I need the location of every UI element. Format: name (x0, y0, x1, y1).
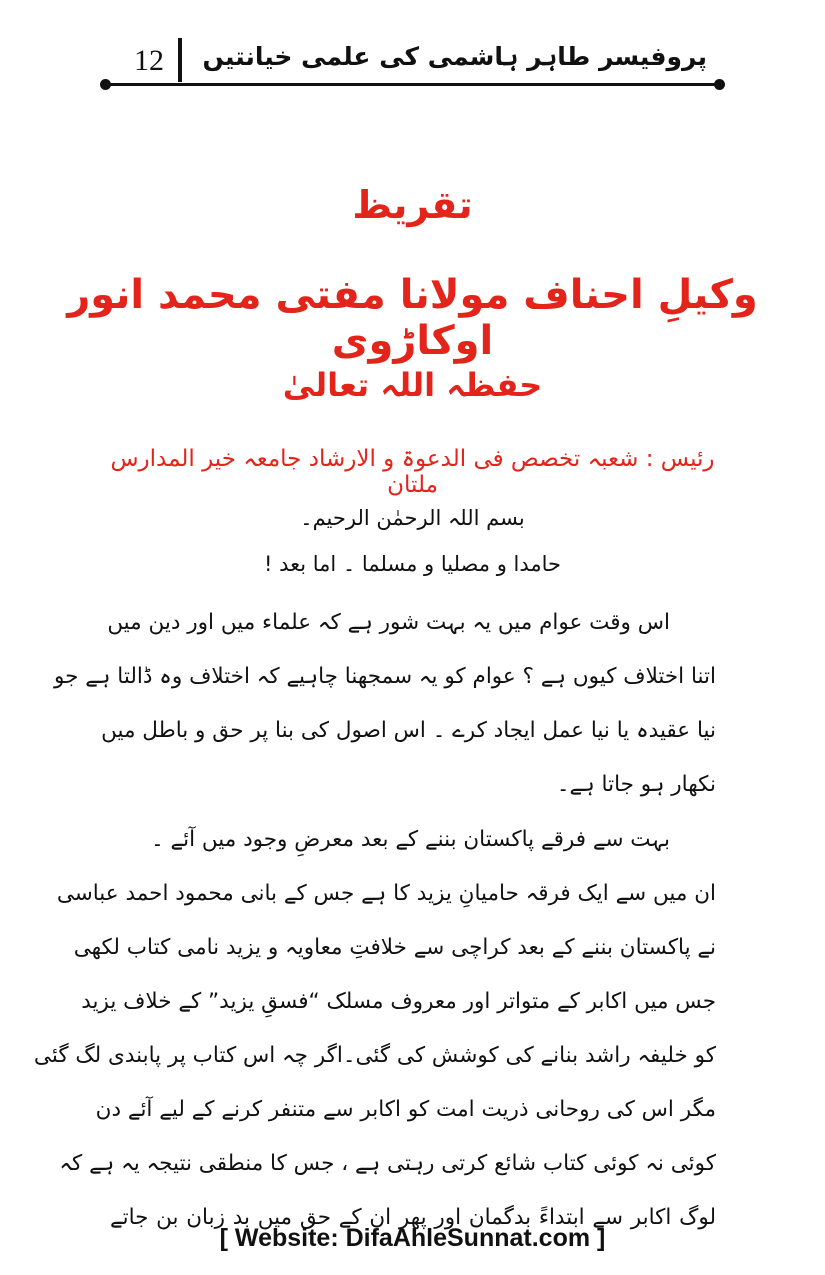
text-line: کوئی نہ کوئی کتاب شائع کرتی رہتی ہے ، جس کا منطقی نتیجہ یہ ہے کہ (59, 1151, 716, 1176)
header-rule (104, 83, 720, 86)
paragraph-2 (33, 813, 716, 1245)
text-line: نے پاکستان بننے کے بعد کراچی سے خلافتِ معاویہ و یزید نامی کتاب لکھی (73, 935, 716, 960)
website-footer: [ Website: DifaAhleSunnat.com ] (219, 1224, 606, 1252)
text-line: اس وقت عوام میں یہ بہت شور ہے کہ علماء میں اور دین میں (107, 610, 670, 635)
text-line: کو خلیفہ راشد بنانے کی کوشش کی گئی۔اگر چہ اس کتاب پر پابندی لگ گئی (33, 1043, 716, 1068)
hamd-line: حامدا و مصلیا و مسلما ۔ اما بعد ! (264, 552, 561, 576)
heading-author-name: وکیلِ احناف مولانا مفتی محمد انور اوکاڑوی (67, 272, 758, 364)
book-title: پروفیسر طاہر ہاشمی کی علمی خیانتیں (202, 42, 707, 71)
text-line: نکھار ہو جاتا ہے۔ (556, 772, 716, 797)
author-designation: رئیس : شعبہ تخصص فی الدعوۃ و الارشاد جامعہ خیر المدارس ملتان (110, 446, 715, 498)
page-number: 12 (134, 44, 164, 77)
page-header (100, 30, 725, 92)
text-line: ان میں سے ایک فرقہ حامیانِ یزید کا ہے جس کے بانی محمود احمد عباسی (56, 881, 716, 906)
text-line: جس میں اکابر کے متواتر اور معروف مسلک “فسقِ یزید” کے خلاف یزید (81, 989, 716, 1014)
heading-taqreez: تقریظ (352, 183, 473, 227)
paragraph-1 (54, 596, 716, 812)
bismillah: بسم اللہ الرحمٰن الرحیم۔ (300, 506, 525, 530)
text-line: مگر اس کی روحانی ذریت امت کو اکابر سے متنفر کرنے کے لیے آئے دن (95, 1097, 716, 1122)
heading-honorific: حفظہ اللہ تعالیٰ (282, 366, 543, 404)
rule-end-dot-left (100, 79, 111, 90)
header-divider-vertical (178, 38, 182, 82)
text-line: لوگ اکابر سے ابتداءً بدگمان اور پھر ان کے حق میں بد زبان بن جاتے (110, 1205, 716, 1230)
rule-end-dot-right (714, 79, 725, 90)
text-line: بہت سے فرقے پاکستان بننے کے بعد معرضِ وجود میں آئے ۔ (151, 827, 670, 852)
text-line: اتنا اختلاف کیوں ہے ؟ عوام کو یہ سمجھنا چاہیے کہ اختلاف وہ ڈالتا ہے جو (54, 664, 716, 689)
text-line: نیا عقیدہ یا نیا عمل ایجاد کرے ۔ اس اصول کی بنا پر حق و باطل میں (101, 718, 716, 743)
